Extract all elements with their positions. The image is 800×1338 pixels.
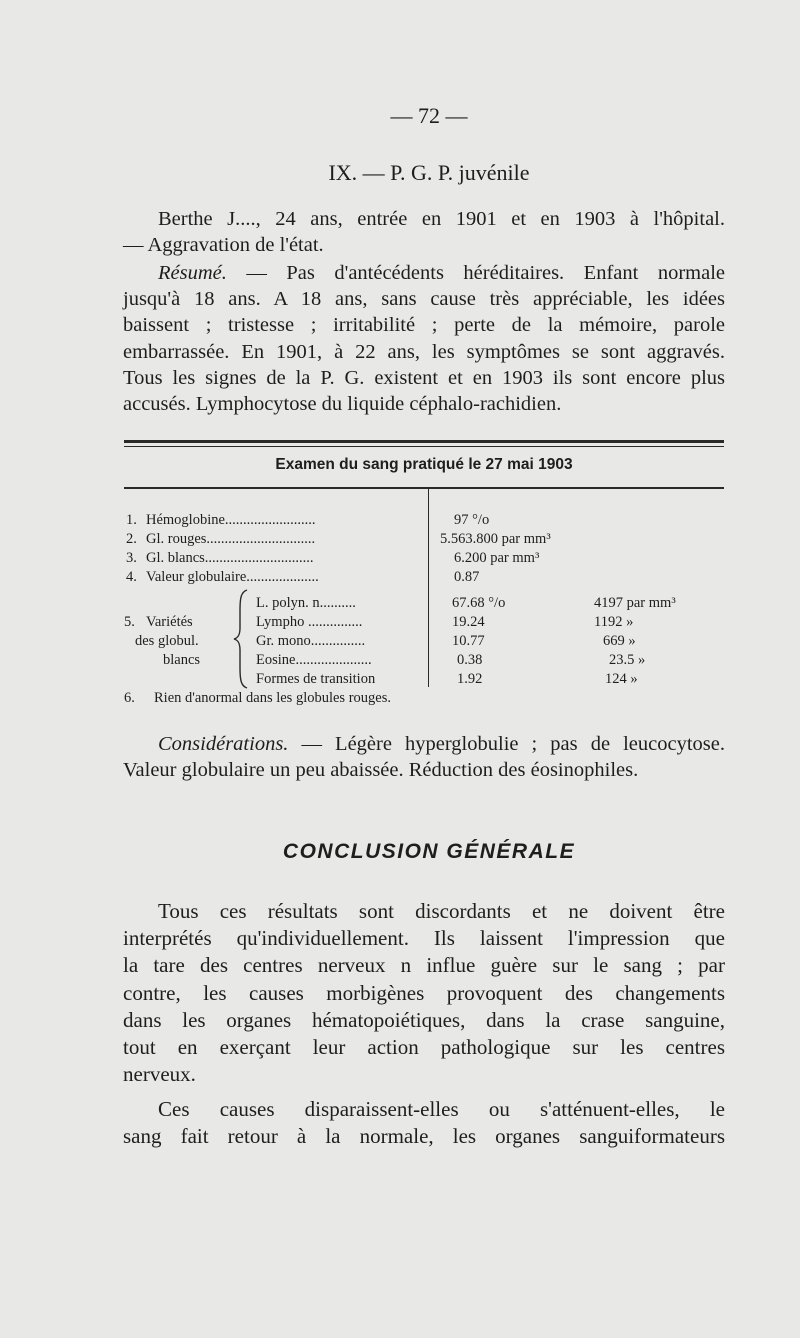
- brace-icon: [232, 588, 252, 690]
- table-top-rule: [124, 440, 724, 443]
- row-num: 2.: [126, 531, 137, 547]
- section-title: IX. — P. G. P. juvénile: [328, 160, 530, 185]
- row-value: 0.87: [454, 569, 480, 585]
- table-header-rule: [124, 487, 724, 489]
- text-line: Tous ces résultats sont discordants et ne doivent être: [158, 899, 725, 923]
- row-label: Hémoglobine.........................: [146, 512, 316, 528]
- variety-percent: 67.68 °/o: [452, 595, 506, 611]
- variety-absolute: 1192 »: [594, 614, 634, 630]
- variety-label: Formes de transition: [256, 671, 376, 687]
- table-top-rule-thin: [124, 446, 724, 447]
- variety-absolute: 23.5 »: [609, 652, 646, 668]
- resume-label: Résumé.: [158, 262, 227, 284]
- text-line: [123, 731, 725, 757]
- text-line: nerveux.: [123, 1062, 196, 1087]
- row-label: Gl. rouges..............................: [146, 531, 316, 547]
- resume-paragraph: [123, 260, 725, 417]
- text-line: accusés. Lymphocytose du liquide céphalo-rachidien.: [123, 393, 562, 416]
- conclusion-title: CONCLUSION GÉNÉRALE: [282, 840, 576, 863]
- text-line: interprétés qu'individuellement. Ils laissent l'impression que: [123, 926, 725, 951]
- text-line: embarrassée. En 1901, à 22 ans, les symptômes se sont aggravés.: [123, 340, 725, 363]
- row-value: 5.563.800 par mm³: [440, 531, 551, 547]
- text-line: dans les organes hématopoiétiques, dans la crase sanguine,: [123, 1007, 725, 1032]
- text-line: jusqu'à 18 ans. A 18 ans, sans cause très appréciable, les idées: [123, 288, 725, 311]
- variety-label: Lympho ...............: [256, 614, 363, 630]
- row-label: Gl. blancs..............................: [146, 550, 314, 566]
- row-num: 5.: [124, 614, 135, 630]
- resume-first-line: — Pas d'antécédents héréditaires. Enfant normale: [226, 262, 725, 284]
- row-num: 6.: [124, 690, 135, 706]
- variety-label: Eosine.....................: [256, 652, 372, 668]
- conclusion-paragraph-2: [123, 1096, 725, 1150]
- group-label-line: des globul.: [135, 633, 199, 649]
- row-value: 97 °/o: [454, 512, 490, 528]
- variety-percent: 1.92: [457, 671, 483, 687]
- row-num: 3.: [126, 550, 137, 566]
- row-value: 6.200 par mm³: [454, 550, 540, 566]
- variety-absolute: 124 »: [605, 671, 638, 687]
- variety-absolute: 4197 par mm³: [594, 595, 676, 611]
- row-num: 4.: [126, 569, 137, 585]
- text-line: baissent ; tristesse ; irritabilité ; perte de la mémoire, parole: [123, 314, 725, 337]
- conclusion-paragraph-1: [123, 898, 725, 1088]
- text-line: sang fait retour à la normale, les organes sanguiformateurs: [123, 1124, 725, 1149]
- group-label-line: Variétés: [146, 614, 193, 630]
- table-column-divider: [428, 487, 429, 687]
- text-line: la tare des centres nerveux n influe guère sur le sang ; par: [123, 953, 725, 978]
- row-text: Rien d'anormal dans les globules rouges.: [154, 690, 391, 706]
- row-label: Valeur globulaire....................: [146, 569, 319, 585]
- variety-percent: 10.77: [452, 633, 485, 649]
- variety-label: L. polyn. n..........: [256, 595, 356, 611]
- considerations-paragraph: [123, 731, 725, 783]
- page-number: — 72 —: [390, 103, 468, 128]
- variety-percent: 19.24: [452, 614, 485, 630]
- row-num: 1.: [126, 512, 137, 528]
- text-line: Berthe J...., 24 ans, entrée en 1901 et en 1903 à l'hôpital.: [158, 208, 725, 230]
- intro-paragraph: [123, 206, 725, 258]
- text-line: tout en exerçant leur action pathologique sur les centres: [123, 1035, 725, 1060]
- text-line: contre, les causes morbigènes provoquent des changements: [123, 980, 725, 1005]
- considerations-label: Considérations.: [158, 733, 289, 755]
- text-line: Ces causes disparaissent-elles ou s'atténuent-elles, le: [158, 1097, 725, 1121]
- text-line: Valeur globulaire un peu abaissée. Réduction des éosinophiles.: [123, 759, 639, 782]
- considerations-first-line: — Légère hyperglobulie ; pas de leucocytose.: [288, 733, 725, 755]
- text-line: — Aggravation de l'état.: [123, 234, 324, 257]
- text-line: [123, 260, 725, 286]
- group-label-line: blancs: [163, 652, 201, 668]
- variety-label: Gr. mono...............: [256, 633, 366, 649]
- text-line: Tous les signes de la P. G. existent et en 1903 ils sont encore plus: [123, 366, 725, 389]
- variety-percent: 0.38: [457, 652, 483, 668]
- variety-absolute: 669 »: [603, 633, 636, 649]
- table-caption: Examen du sang pratiqué le 27 mai 1903: [275, 456, 573, 473]
